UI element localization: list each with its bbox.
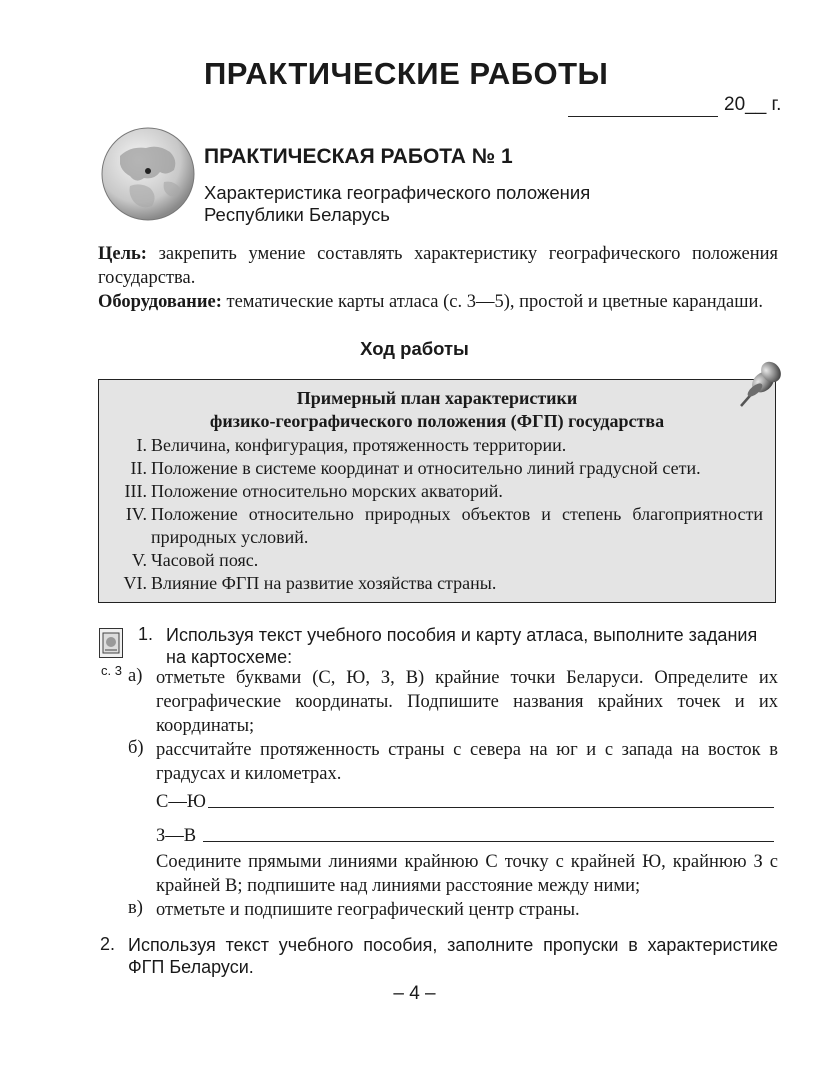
plan-item-text: Влияние ФГП на развитие хозяйства страны. [151,573,497,593]
date-suffix: 20__ г. [724,94,782,115]
work-subtitle-line1: Характеристика географического положения [204,182,591,203]
task1-number: 1. [138,624,154,644]
plan-item-number: IV. [125,504,147,524]
goal-paragraph [98,242,778,290]
we-label: З—В [156,826,197,846]
plan-item-text: Положение относительно природных объектов и степень благоприятности природных условий. [151,504,763,547]
task2-text: Используя текст учебного пособия, заполните пропуски в характеристике ФГП Беларуси. [128,935,778,977]
equipment-paragraph [98,290,778,314]
page-number: – 4 – [393,983,436,1004]
plan-item-text: Положение в системе координат и относительно линий градусной сети. [151,458,701,478]
task1-b-text: рассчитайте протяженность страны с севера на юг и с запада на восток в градусах и километрах. [156,740,778,784]
plan-item-number: V. [131,550,147,570]
plan-item-text: Величина, конфигурация, протяженность территории. [151,435,567,455]
we-answer-line[interactable] [203,840,774,842]
plan-item-number: II. [130,458,147,478]
ns-label: С—Ю [156,792,206,812]
book-icon [99,628,123,658]
work-title: ПРАКТИЧЕСКАЯ РАБОТА № 1 [204,145,513,168]
equipment-label: Оборудование: [98,292,222,312]
plan-item-number: III. [124,481,147,501]
date-blank-line [568,96,718,117]
task1-text: Используя текст учебного пособия и карту атласа, выполните задания на картосхеме: [166,625,758,667]
page-title: ПРАКТИЧЕСКИЕ РАБОТЫ [204,56,609,91]
task1-b-letter: б) [128,738,144,758]
plan-heading-line2: физико-географического положения (ФГП) государства [209,411,665,431]
task1-c-letter: в) [128,898,143,918]
plan-item-number: VI. [123,573,147,593]
goal-text: закрепить умение составлять характеристику географического положения государства. [98,244,778,288]
plan-heading-line1: Примерный план характеристики [296,388,578,408]
plan-box [98,379,776,603]
plan-item-number: I. [136,435,147,455]
pushpin-icon [733,356,789,412]
task1-a-text: отметьте буквами (С, Ю, З, В) крайние точки Беларуси. Определите их географические координаты. Подпишите названия крайних точек и их координаты; [156,668,778,736]
globe-icon [100,126,196,222]
task1-c-text: отметьте и подпишите географический центр страны. [156,900,580,920]
task2-number: 2. [100,934,116,954]
plan-item-text: Часовой пояс. [151,550,259,570]
equipment-text: тематические карты атласа (с. 3—5), простой и цветные карандаши. [226,292,764,312]
plan-item-text: Положение относительно морских акваторий. [151,481,503,501]
page-reference: с. 3 [101,663,122,678]
work-subtitle-line2: Республики Беларусь [204,204,390,225]
connect-instruction: Соедините прямыми линиями крайнюю С точку с крайней Ю, крайнюю З с крайней В; подпишите над линиями расстояние между ними; [156,852,778,896]
goal-label: Цель: [98,244,147,264]
ns-answer-line[interactable] [208,806,774,808]
task1-a-letter: а) [128,666,143,686]
procedure-heading: Ход работы [360,338,469,359]
